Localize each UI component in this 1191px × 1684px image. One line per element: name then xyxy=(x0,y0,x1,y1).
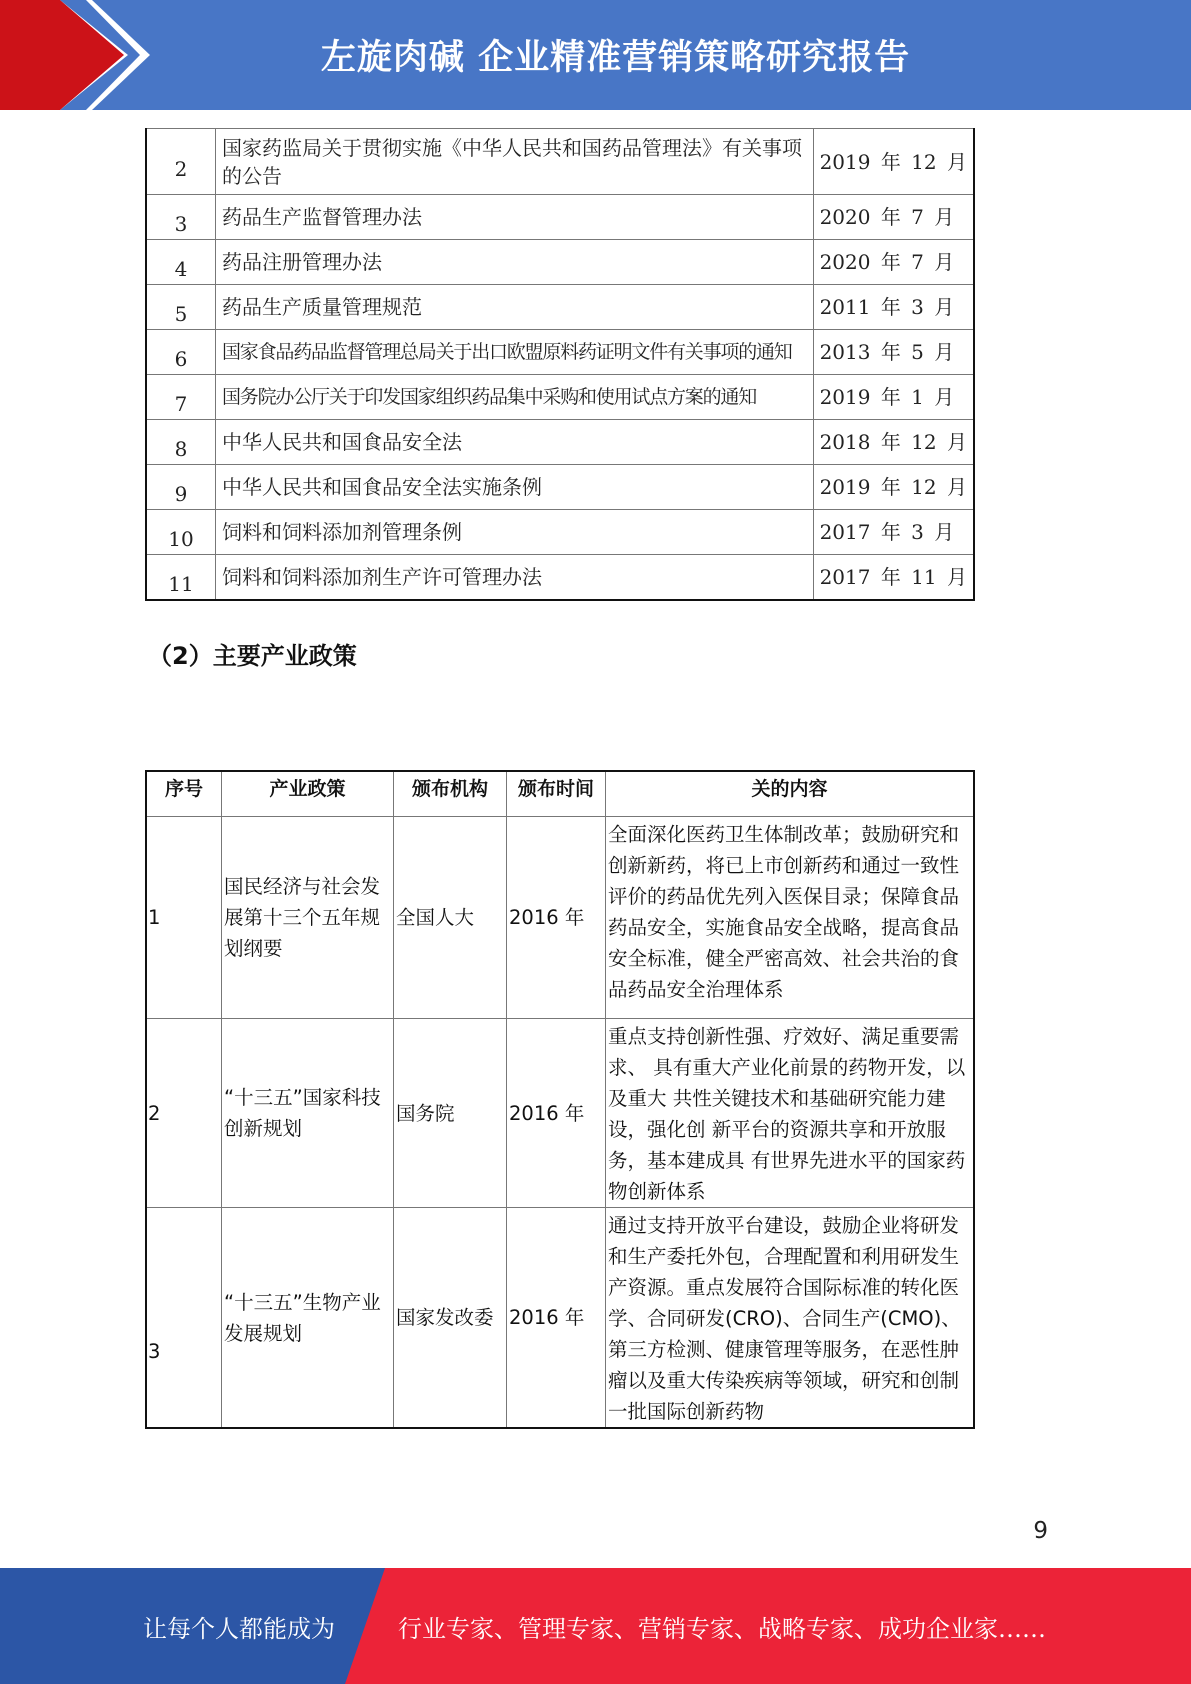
report-header xyxy=(0,0,1191,110)
law-name: 药品生产监督管理办法 xyxy=(216,195,814,240)
table-row xyxy=(146,465,974,510)
table-row xyxy=(146,240,974,285)
law-name: 中华人民共和国食品安全法 xyxy=(216,420,814,465)
table-row xyxy=(146,817,974,1019)
report-title: 左旋肉碱 企业精准营销策略研究报告 xyxy=(320,38,911,78)
issue-date: 2020 年 7 月 xyxy=(813,240,974,285)
law-name: 国务院办公厅关于印发国家组织药品集中采购和使用试点方案的通知 xyxy=(216,375,814,420)
issue-year: 2016 年 xyxy=(507,1208,606,1429)
industry-policy-table xyxy=(145,770,975,1429)
law-name: 中华人民共和国食品安全法实施条例 xyxy=(216,465,814,510)
issuing-agency: 国家发改委 xyxy=(394,1208,507,1429)
table-row xyxy=(146,129,974,195)
policy-content: 全面深化医药卫生体制改革；鼓励研究和 创新新药，将已上市创新药和通过一致性 评价的药品优先列入医保目录；保障食品 药品安全，实施食品安全战略，提高食品 安全标准，健全严密高效、社会共治的食 品药品安全治理体系 xyxy=(606,817,975,1019)
row-number: 11 xyxy=(146,555,216,600)
column-header-content: 关的内容 xyxy=(606,771,975,817)
section-heading: （2）主要产业政策 xyxy=(148,642,357,670)
law-name: 饲料和饲料添加剂管理条例 xyxy=(216,510,814,555)
issue-date: 2017 年 11 月 xyxy=(813,555,974,600)
table-row xyxy=(146,375,974,420)
header-arrow-decoration xyxy=(0,0,150,110)
row-number: 2 xyxy=(146,1019,222,1208)
row-number: 8 xyxy=(146,420,216,465)
issue-date: 2017 年 3 月 xyxy=(813,510,974,555)
law-name: 药品注册管理办法 xyxy=(216,240,814,285)
row-number: 9 xyxy=(146,465,216,510)
row-number: 2 xyxy=(146,129,216,195)
row-number: 10 xyxy=(146,510,216,555)
table-row xyxy=(146,285,974,330)
row-number: 3 xyxy=(146,195,216,240)
policy-name: “十三五”生物产业发展规划 xyxy=(222,1208,394,1429)
footer-slogan-left: 让每个人都能成为 xyxy=(143,1614,335,1643)
issue-date: 2019 年 12 月 xyxy=(813,465,974,510)
law-name: 饲料和饲料添加剂生产许可管理办法 xyxy=(216,555,814,600)
issue-date: 2011 年 3 月 xyxy=(813,285,974,330)
row-number: 3 xyxy=(146,1208,222,1429)
column-header-number: 序号 xyxy=(146,771,222,817)
row-number: 5 xyxy=(146,285,216,330)
policy-content: 重点支持创新性强、疗效好、满足重要需求、 具有重大产业化前景的药物开发，以及重大 共性关键技术和基础研究能力建设，强化创 新平台的资源共享和开放服务，基本建成具 有世界先进水平的国家药物创新体系 xyxy=(606,1019,975,1208)
table-row xyxy=(146,330,974,375)
footer-slogan-right: 行业专家、管理专家、营销专家、战略专家、成功企业家…… xyxy=(398,1614,1046,1643)
law-name: 国家食品药品监督管理总局关于出口欧盟原料药证明文件有关事项的通知 xyxy=(216,330,814,375)
table-row xyxy=(146,1208,974,1429)
column-header-policy: 产业政策 xyxy=(222,771,394,817)
law-name: 国家药监局关于贯彻实施《中华人民共和国药品管理法》有关事项的公告 xyxy=(216,129,814,195)
row-number: 7 xyxy=(146,375,216,420)
policy-name: 国民经济与社会发展第十三个五年规划纲要 xyxy=(222,817,394,1019)
page-number: 9 xyxy=(1033,1518,1048,1544)
table-row xyxy=(146,555,974,600)
table-row xyxy=(146,510,974,555)
column-header-agency: 颁布机构 xyxy=(394,771,507,817)
row-number: 4 xyxy=(146,240,216,285)
policy-content: 通过支持开放平台建设，鼓励企业将研发 和生产委托外包，合理配置和利用研发生 产资源。重点发展符合国际标准的转化医 学、合同研发(CRO)、合同生产(CMO)、 第三方检测、健康管理等服务，在恶性肿 瘤以及重大传染疾病等领域，研究和创制 一批国际创新药物 xyxy=(606,1208,975,1429)
issue-year: 2016 年 xyxy=(507,1019,606,1208)
issue-date: 2019 年 1 月 xyxy=(813,375,974,420)
issue-date: 2019 年 12 月 xyxy=(813,129,974,195)
table-header-row xyxy=(146,771,974,817)
law-name: 药品生产质量管理规范 xyxy=(216,285,814,330)
table-row xyxy=(146,195,974,240)
policy-name: “十三五”国家科技创新规划 xyxy=(222,1019,394,1208)
issue-year: 2016 年 xyxy=(507,817,606,1019)
table-row xyxy=(146,420,974,465)
issue-date: 2013 年 5 月 xyxy=(813,330,974,375)
column-header-date: 颁布时间 xyxy=(507,771,606,817)
issuing-agency: 国务院 xyxy=(394,1019,507,1208)
issuing-agency: 全国人大 xyxy=(394,817,507,1019)
table-row xyxy=(146,1019,974,1208)
row-number: 6 xyxy=(146,330,216,375)
page-footer xyxy=(0,1568,1191,1684)
issue-date: 2020 年 7 月 xyxy=(813,195,974,240)
laws-regulations-table xyxy=(145,128,975,601)
row-number: 1 xyxy=(146,817,222,1019)
issue-date: 2018 年 12 月 xyxy=(813,420,974,465)
